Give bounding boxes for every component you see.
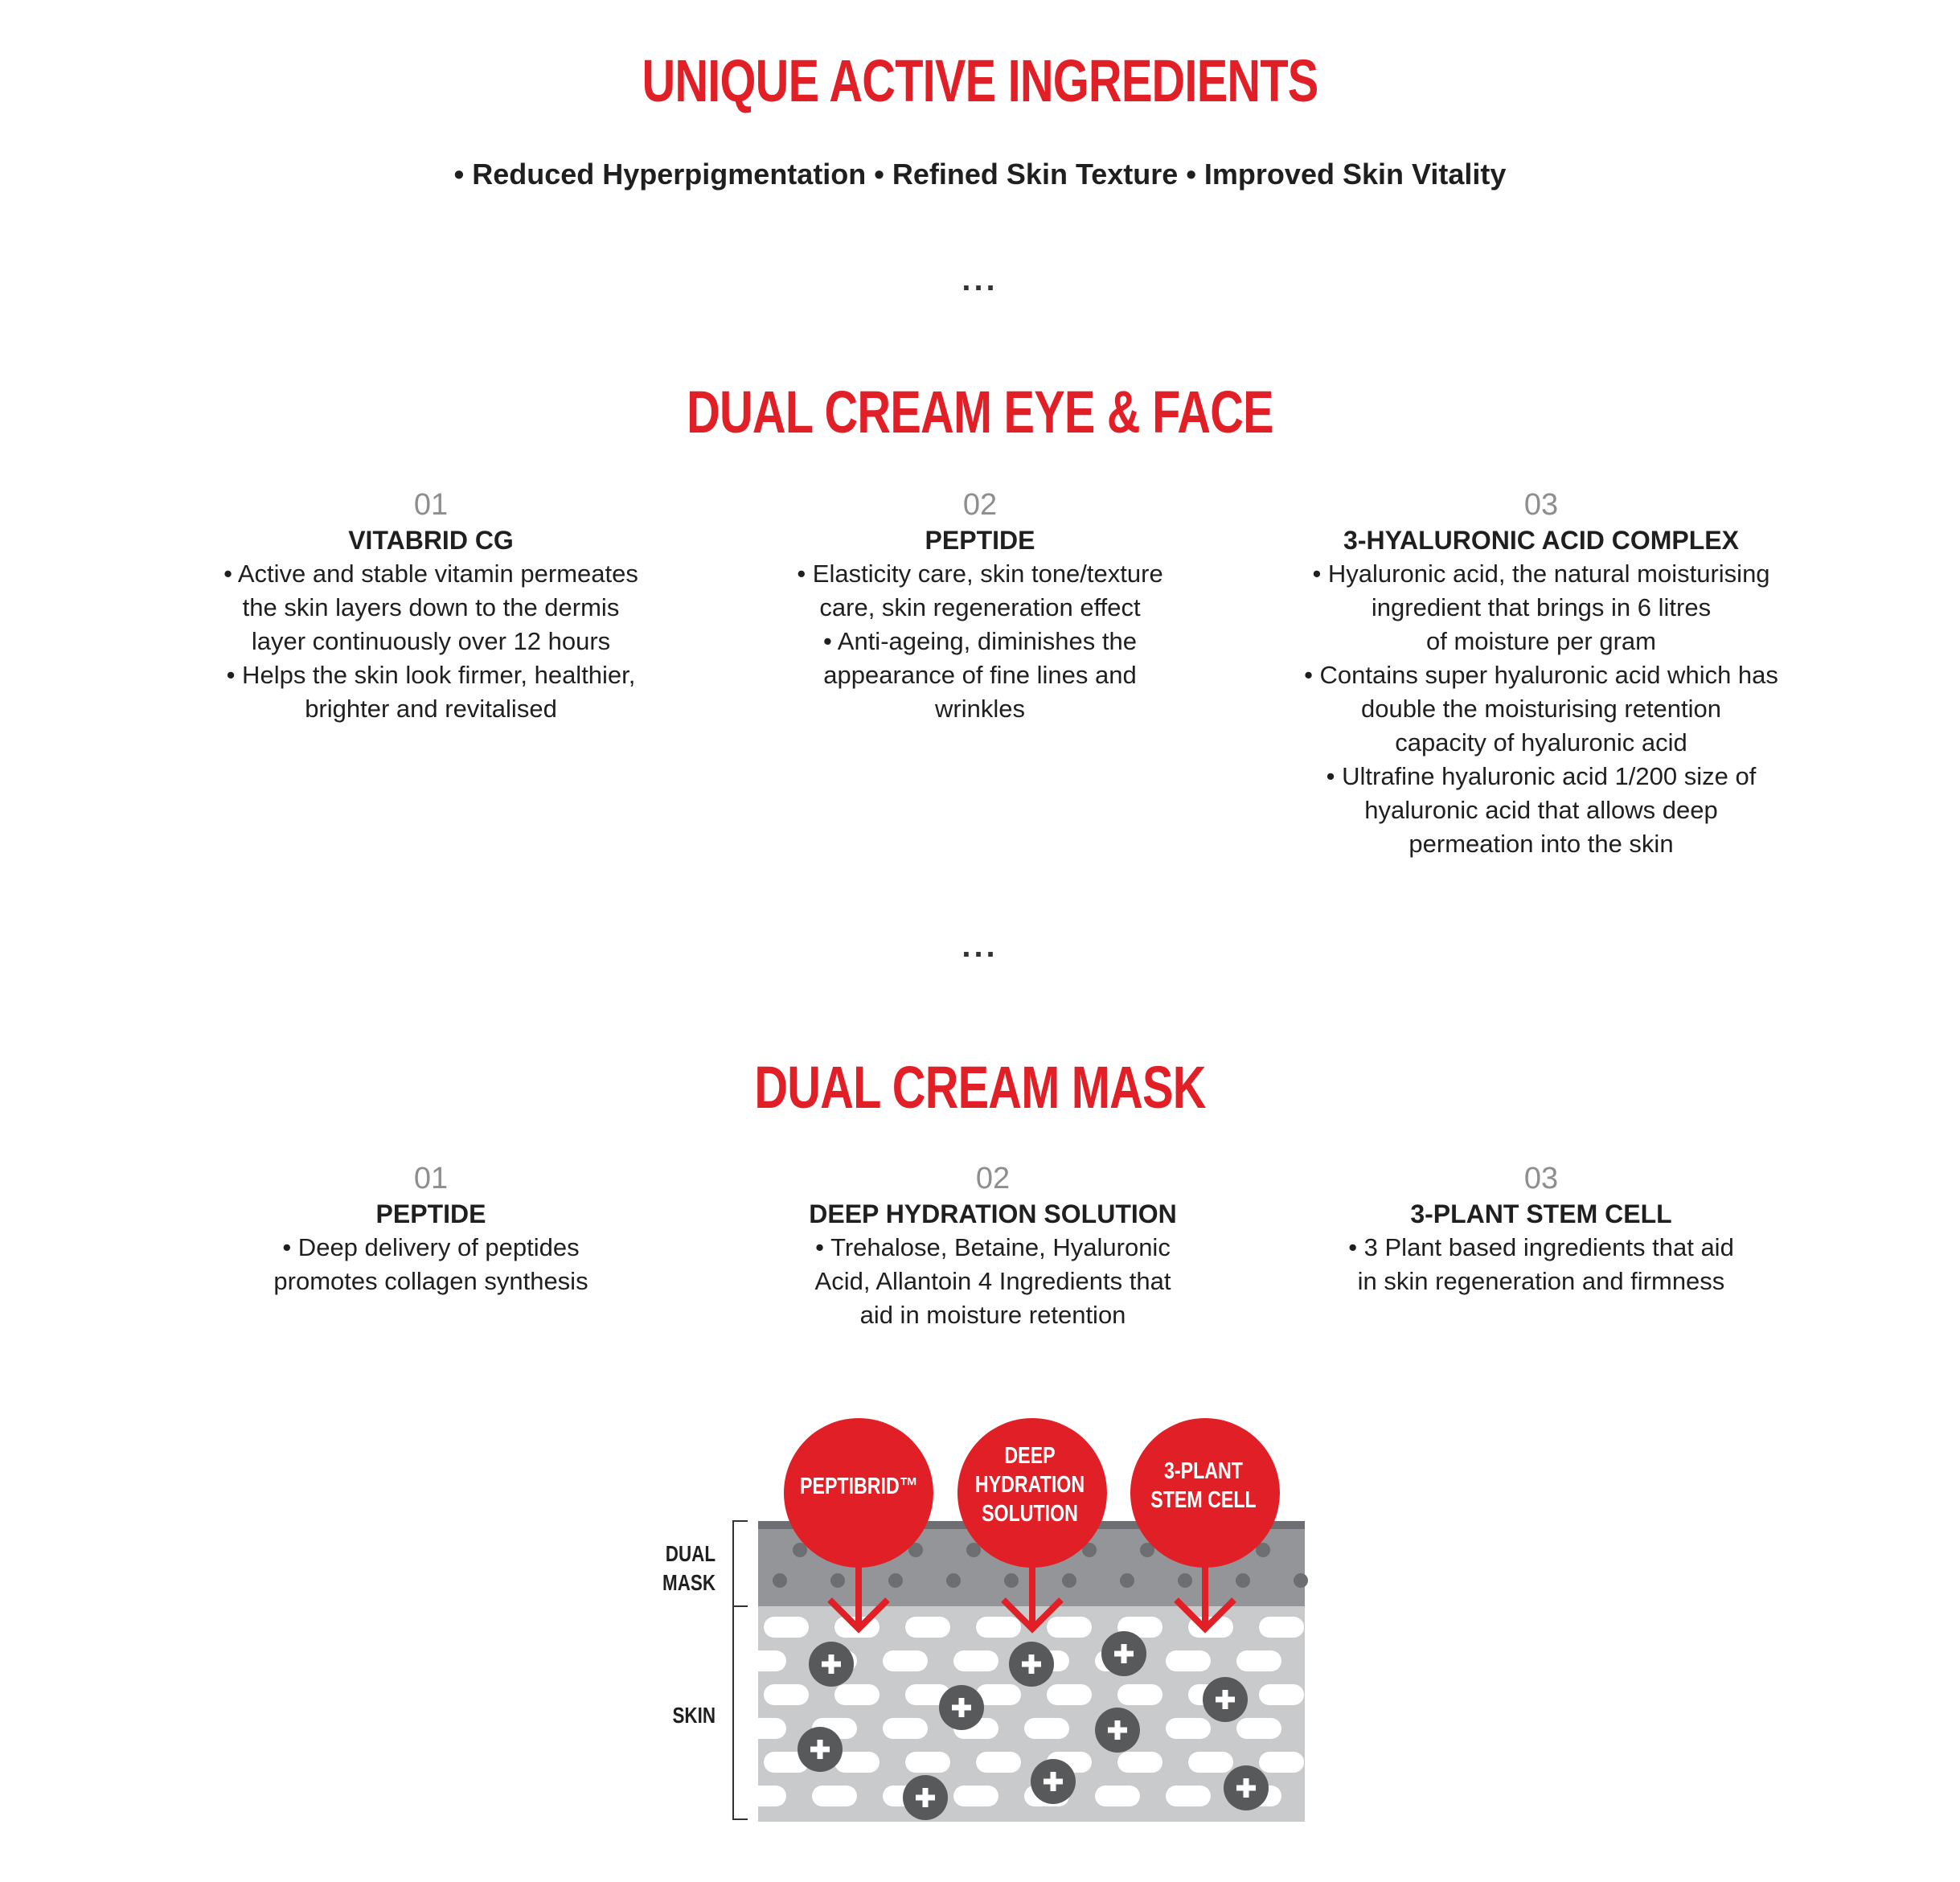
column-number: 02 [962,488,998,522]
skin-cell [764,1684,809,1705]
column-number: 01 [413,1162,449,1195]
bullet-line: • Active and stable vitamin permeates [223,560,638,588]
skin-cell [1047,1684,1092,1705]
skin-cell [976,1752,1021,1773]
section-title-unique-ingredients: UNIQUE ACTIVE INGREDIENTS [642,47,1318,114]
plus-icon [818,1740,823,1759]
skin-bracket [733,1606,748,1819]
skin-cell [741,1650,786,1671]
bubble-label-deep-hydration [972,1441,1088,1528]
column-number: 01 [413,488,449,522]
bullet-line: • Hyaluronic acid, the natural moisturising [1312,560,1770,588]
bubble-label-peptibrid [800,1472,916,1501]
skin-cell [1117,1684,1162,1705]
bubble-label-line: DEEP [1004,1443,1056,1469]
column-title: 3-HYALURONIC ACID COMPLEX [1343,526,1739,555]
skin-cell [883,1650,928,1671]
mask-dot [1294,1573,1308,1588]
skin-cell [1166,1786,1211,1806]
plus-icon [1115,1720,1121,1740]
column-title: PEPTIDE [925,526,1035,555]
column-title: VITABRID CG [348,526,514,555]
bullet-line: brighter and revitalised [305,695,557,723]
bullet-line: • Anti-ageing, diminishes the [823,627,1137,655]
bullet-line: • Deep delivery of peptides [282,1233,580,1261]
separator-2: ... [962,929,998,964]
skin-cell [1117,1752,1162,1773]
bullet-line: wrinkles [935,695,1025,723]
bullet-line: • Helps the skin look firmer, healthier, [226,661,636,689]
bullet-line: ingredient that brings in 6 litres [1371,593,1712,621]
layer-bracket [733,1521,748,1819]
plus-icon [1223,1690,1228,1709]
dual-mask-label-line2: MASK [662,1570,716,1595]
skin-label: SKIN [672,1703,716,1728]
skin-cell [1024,1718,1069,1739]
bullet-line: capacity of hyaluronic acid [1395,728,1687,756]
skin-cell [1166,1650,1211,1671]
bullet-line: appearance of fine lines and [823,661,1137,689]
bullet-line: double the moisturising retention [1360,695,1722,723]
bullet-line: the skin layers down to the dermis [242,593,620,621]
section-title-dual-cream-mask: DUAL CREAM MASK [754,1054,1206,1121]
skin-cell [953,1786,998,1806]
mask-bracket [733,1521,748,1606]
bubble-label-line: SOLUTION [982,1501,1078,1527]
column-number: 03 [1523,488,1559,522]
dual-mask-label-line1: DUAL [665,1541,716,1566]
mask-dot [1236,1573,1250,1588]
skin-cell [953,1650,998,1671]
skin-cell [883,1718,928,1739]
plus-icon [1029,1654,1035,1674]
plus-icon [1051,1772,1056,1791]
bullet-line: of moisture per gram [1426,627,1656,655]
mask-dot [888,1573,903,1588]
section-title-eye-face: DUAL CREAM EYE & FACE [687,379,1273,445]
plus-icon [1121,1644,1127,1663]
mask-dot [830,1573,845,1588]
skin-cell [1236,1718,1281,1739]
bullet-line: • 3 Plant based ingredients that aid [1348,1233,1734,1261]
column-title: 3-PLANT STEM CELL [1410,1199,1672,1228]
bullet-line: Acid, Allantoin 4 Ingredients that [814,1267,1171,1295]
bullet-line: • Ultrafine hyaluronic acid 1/200 size of [1326,762,1757,790]
plus-icon [829,1654,834,1674]
skin-cell [1236,1650,1281,1671]
mask-dot [1004,1573,1019,1588]
skin-cell [741,1718,786,1739]
bullet-line: layer continuously over 12 hours [251,627,611,655]
bullet-line: • Elasticity care, skin tone/texture [797,560,1163,588]
bullet-line: • Contains super hyaluronic acid which has [1304,661,1778,689]
bullet-line: permeation into the skin [1408,830,1674,858]
skin-cell [976,1617,1021,1638]
skin-cell [1166,1718,1211,1739]
skin-cell [1259,1752,1304,1773]
plus-icon [923,1788,929,1807]
skin-cell [834,1684,880,1705]
bullet-line: in skin regeneration and firmness [1357,1267,1725,1295]
mask-dot [1120,1573,1134,1588]
bubble-label-line: PEPTIBRID™ [800,1474,918,1499]
column-title: PEPTIDE [375,1199,486,1228]
column-number: 02 [975,1162,1011,1195]
bubble-label-line: STEM CELL [1150,1487,1257,1513]
mask-dot [773,1573,787,1588]
mask-dot [946,1573,961,1588]
skin-cell [1259,1684,1304,1705]
plus-icon [959,1698,965,1717]
plus-icon [1244,1778,1249,1798]
skin-cell [764,1617,809,1638]
benefits-line: • Reduced Hyperpigmentation • Refined Skin Texture • Improved Skin Vitality [453,158,1507,191]
skin-cell [1047,1617,1092,1638]
separator-1: ... [962,262,998,297]
bullet-line: aid in moisture retention [859,1301,1126,1329]
skin-cell [741,1786,786,1806]
bullet-line: hyaluronic acid that allows deep [1364,796,1718,824]
bullet-line: care, skin regeneration effect [819,593,1141,621]
mask-dot [1178,1573,1192,1588]
bullet-line: promotes collagen synthesis [273,1267,588,1295]
bubble-label-plant-stem-cell [1146,1457,1261,1515]
skin-cell [905,1617,950,1638]
skin-cell [1188,1752,1233,1773]
column-title: DEEP HYDRATION SOLUTION [809,1199,1177,1228]
skin-cell [905,1752,950,1773]
bullet-line: • Trehalose, Betaine, Hyaluronic [815,1233,1171,1261]
dual-mask-label [632,1540,716,1597]
skin-cell [812,1786,857,1806]
mask-dot [1062,1573,1076,1588]
skin-cell [1259,1617,1304,1638]
skin-cell [1095,1786,1140,1806]
column-number: 03 [1523,1162,1559,1195]
bubble-label-line: 3-PLANT [1164,1458,1243,1484]
bubble-label-line: HYDRATION [974,1472,1085,1498]
